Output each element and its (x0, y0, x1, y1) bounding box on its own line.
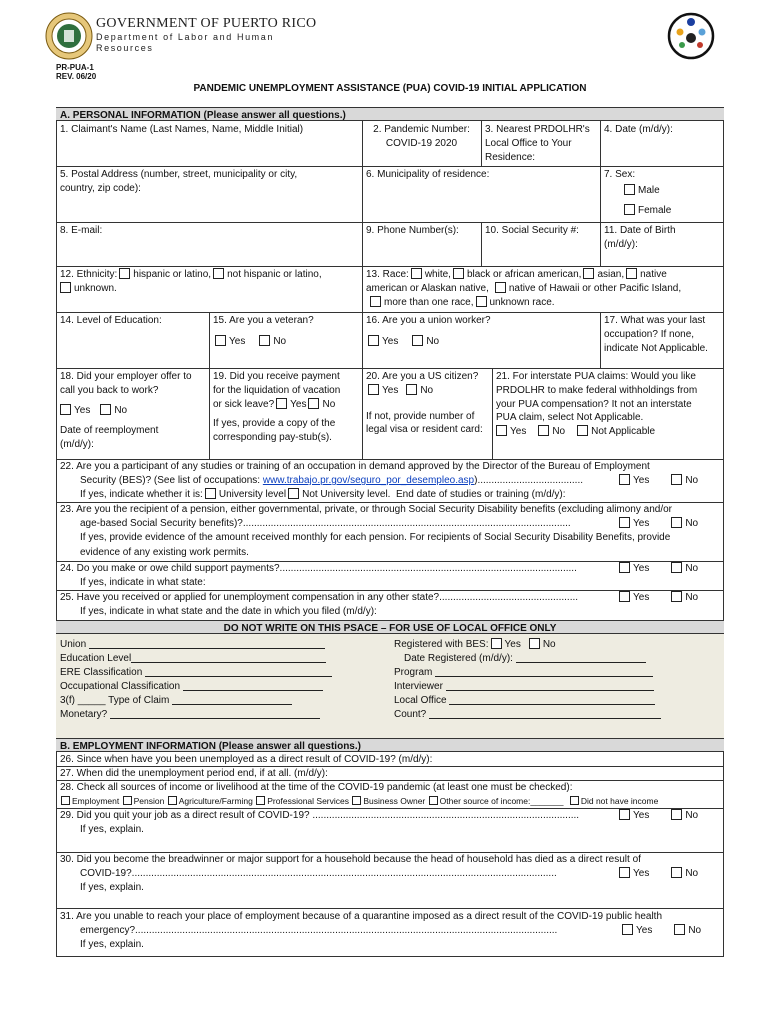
section-a-header: A. PERSONAL INFORMATION (Please answer all questions.) (56, 107, 724, 121)
phone-field[interactable] (362, 222, 481, 240)
nearest-office-label-3: Residence: (485, 151, 536, 163)
q25-no-checkbox[interactable] (671, 591, 682, 602)
callback-no-label: No (114, 404, 128, 416)
source-employment-label: Employment (72, 796, 120, 807)
not-hispanic-checkbox[interactable] (213, 268, 224, 279)
female-label: Female (638, 204, 672, 216)
vacation-payment-field (209, 368, 362, 447)
q23-yes-checkbox[interactable] (619, 517, 630, 528)
hispanic-label: hispanic or latino, (133, 269, 212, 280)
sex-label: 7. Sex: (604, 169, 636, 180)
race-label: 13. Race: (366, 269, 409, 280)
native-checkbox[interactable] (626, 268, 637, 279)
interstate-label-2: PRDOLHR to make federal withholdings from (496, 384, 698, 396)
q31-text-1: 31. Are you unable to reach your place of employment because of a quarantine imposed as a direct result of the COVID-19 public health (60, 911, 663, 922)
agency-logo-icon (666, 12, 716, 60)
municipality-label: 6. Municipality of residence: (366, 169, 490, 180)
not-hispanic-label: not hispanic or latino, (227, 269, 322, 280)
occupation-label-1: 17. What was your last (604, 315, 706, 326)
seal-icon (45, 12, 93, 60)
q25-yes-checkbox[interactable] (619, 591, 630, 602)
q23-text-4: evidence of any existing work permits. (80, 546, 249, 558)
vacation-yes-label: Yes (290, 398, 307, 410)
university-label: University level (218, 489, 287, 501)
female-checkbox[interactable] (624, 204, 635, 215)
occupation-label-2: occupation? If none, (604, 328, 695, 340)
occupation-label-3: indicate Not Applicable. (604, 342, 708, 354)
source-business-checkbox[interactable] (352, 796, 361, 805)
q22-end-date-label: End date of studies or training (m/d/y): (396, 489, 566, 501)
callback-label-2: call you back to work? (60, 384, 159, 396)
interstate-na-checkbox[interactable] (577, 425, 588, 436)
q23-no-label: No (685, 518, 699, 529)
office-local-office-label: Local Office (394, 695, 447, 706)
callback-no-checkbox[interactable] (100, 404, 111, 415)
citizen-no-label: No (420, 384, 434, 396)
q29-yes-label: Yes (633, 810, 650, 821)
pandemic-number-field (362, 121, 481, 153)
nearest-office-label-1: 3. Nearest PRDOLHR's (485, 124, 590, 135)
email-label: 8. E-mail: (60, 225, 103, 236)
municipality-field[interactable] (362, 166, 600, 184)
claimant-name-field[interactable] (56, 121, 362, 139)
vacation-no-checkbox[interactable] (308, 398, 319, 409)
q23-text-1: 23. Are you the recipient of a pension, either governmental, private, or through Social Security Disability benefits (excluding alimony and/or (60, 504, 673, 515)
visa-label-1: If not, provide number of (366, 410, 475, 422)
q29-no-checkbox[interactable] (671, 809, 682, 820)
alaskan-label: american or Alaskan native, (366, 282, 489, 294)
q22-text-3: If yes, indicate whether it is: (80, 489, 203, 501)
not-university-checkbox[interactable] (288, 488, 299, 499)
q23-no-checkbox[interactable] (671, 517, 682, 528)
q23-text-2: age-based Social Security benefits)?...................................................................................................................... (80, 518, 571, 530)
interstate-label-1: 21. For interstate PUA claims: Would you like (496, 371, 696, 382)
question-28 (56, 781, 724, 807)
claimant-name-label: 1. Claimant's Name (Last Names, Name, Middle Initial) (60, 124, 304, 135)
asian-label: asian, (597, 269, 625, 280)
source-other-checkbox[interactable] (429, 796, 438, 805)
question-23 (56, 503, 724, 560)
date-field[interactable] (600, 121, 724, 139)
q24-text-2: If yes, indicate in what state: (80, 577, 206, 589)
ethnicity-unknown-label: unknown. (74, 282, 117, 294)
q30-yes-label: Yes (633, 868, 650, 879)
office-count-label: Count? (394, 709, 427, 720)
office-interviewer-label: Interviewer (394, 681, 443, 692)
q31-no-checkbox[interactable] (674, 924, 685, 935)
registered-no-label: No (542, 639, 556, 650)
paystub-label-1: If yes, provide a copy of the (213, 418, 336, 430)
interstate-field (492, 368, 724, 441)
registered-no-checkbox[interactable] (529, 638, 540, 649)
q22-text-2: Security (BES)? (See list of occupations: (80, 475, 263, 487)
office-program-label: Program (394, 667, 433, 678)
agency-logo (666, 12, 716, 60)
q24-text-1: 24. Do you make or owe child support payments?........................................................................................................... (60, 563, 577, 574)
q25-yes-label: Yes (633, 592, 650, 603)
veteran-no-checkbox[interactable] (259, 335, 270, 346)
dob-label-1: 11. Date of Birth (604, 225, 676, 236)
interstate-no-checkbox[interactable] (538, 425, 549, 436)
date-label: 4. Date (m/d/y): (604, 124, 673, 135)
office-right-column (394, 638, 661, 722)
citizen-yes-label: Yes (382, 384, 399, 396)
vacation-no-label: No (322, 398, 336, 410)
occupation-field[interactable] (600, 312, 724, 357)
department-line-1: Department of Labor and Human (96, 32, 274, 42)
q22-yes-checkbox[interactable] (619, 474, 630, 485)
source-employment-checkbox[interactable] (61, 796, 70, 805)
no-income-checkbox[interactable] (570, 796, 579, 805)
source-professional-checkbox[interactable] (256, 796, 265, 805)
more-race-label: more than one race, (384, 296, 474, 308)
q22-dots: )...................................... (474, 475, 584, 487)
callback-yes-checkbox[interactable] (60, 404, 71, 415)
department-line-2: Resources (96, 43, 154, 53)
ethnicity-field (56, 266, 362, 298)
form-revision: REV. 06/20 (56, 72, 97, 81)
office-use-header: DO NOT WRITE ON THIS PSACE – FOR USE OF LOCAL OFFICE ONLY (56, 620, 724, 634)
registered-yes-label: Yes (504, 639, 521, 650)
ethnicity-unknown-checkbox[interactable] (60, 282, 71, 293)
q27-text: 27. When did the unemployment period end, if at all. (m/d/y): (60, 768, 328, 779)
reemployment-date-format: (m/d/y): (60, 439, 94, 451)
interstate-na-label: Not Applicable (591, 426, 656, 438)
office-date-registered-label: Date Registered (m/d/y): (404, 653, 513, 664)
university-checkbox[interactable] (205, 488, 216, 499)
white-checkbox[interactable] (411, 268, 422, 279)
citizen-no-checkbox[interactable] (406, 384, 417, 395)
race-field (362, 266, 724, 311)
black-checkbox[interactable] (453, 268, 464, 279)
source-agriculture-checkbox[interactable] (168, 796, 177, 805)
office-education-label: Education Level (60, 653, 132, 664)
q24-no-label: No (685, 563, 699, 574)
q30-text-2: COVID-19?......................................................................................................................................................... (80, 868, 557, 880)
interstate-label-3: your PUA compensation? It not an interstate (496, 398, 692, 410)
source-other-label: Other source of income:_______ (439, 796, 564, 807)
dob-label-2: (m/d/y): (604, 238, 638, 250)
citizen-label: 20. Are you a US citizen? (366, 371, 479, 382)
q29-text: 29. Did you quit your job as a direct result of COVID-19? ................................................................................................ (60, 810, 580, 821)
vacation-label-2: for the liquidation of vacation (213, 384, 341, 396)
q25-text-1: 25. Have you received or applied for unemployment compensation in any other state?.................................................. (60, 592, 579, 603)
male-label: Male (638, 184, 660, 196)
q23-text-3: If yes, provide evidence of the amount received monthly for each pension. For recipients of Social Security Disability Benefits, provide (80, 532, 671, 544)
email-field[interactable] (56, 222, 362, 240)
section-b-header: B. EMPLOYMENT INFORMATION (Please answer all questions.) (56, 738, 724, 752)
veteran-no-label: No (273, 335, 287, 347)
citizen-yes-checkbox[interactable] (368, 384, 379, 395)
hawaii-label: native of Hawaii or other Pacific Island, (508, 282, 682, 294)
occupations-link[interactable]: www.trabajo.pr.gov/seguro_por_desempleo.asp (262, 475, 475, 487)
union-label: 16. Are you a union worker? (366, 315, 491, 326)
source-pension-checkbox[interactable] (123, 796, 132, 805)
unknown-race-checkbox[interactable] (476, 296, 487, 307)
paystub-label-2: corresponding pay-stub(s). (213, 432, 332, 444)
q31-yes-label: Yes (636, 925, 653, 936)
callback-field (56, 368, 209, 454)
ssn-label: 10. Social Security #: (485, 225, 579, 236)
native-label: native (640, 269, 667, 280)
interstate-no-label: No (552, 426, 566, 438)
q29-yes-checkbox[interactable] (619, 809, 630, 820)
black-label: black or african american, (466, 269, 582, 280)
postal-address-label-2: country, zip code): (60, 182, 141, 194)
phone-label: 9. Phone Number(s): (366, 225, 459, 236)
citizen-field (362, 368, 492, 439)
pandemic-number-label: 2. Pandemic Number: (373, 124, 470, 135)
union-yes-label: Yes (382, 335, 399, 347)
q28-text: 28. Check all sources of income or livelihood at the time of the COVID-19 pandemic (at least one must be checked): (60, 782, 573, 793)
q30-no-label: No (685, 868, 699, 879)
office-union-label: Union (60, 639, 87, 650)
q22-no-checkbox[interactable] (671, 474, 682, 485)
q24-yes-label: Yes (633, 563, 650, 574)
q30-text-1: 30. Did you become the breadwinner or major support for a household because the head of household has died as a direct result of (60, 854, 641, 865)
q23-yes-label: Yes (633, 518, 650, 529)
union-no-checkbox[interactable] (412, 335, 423, 346)
q22-text-1: 22. Are you a participant of any studies or training of an occupation in demand approved by the Director of the Bureau of Employment (60, 461, 650, 472)
vacation-label-3: or sick leave? (213, 398, 275, 410)
office-occupational-label: Occupational Classification (60, 681, 181, 692)
nearest-office-field[interactable] (481, 121, 600, 166)
interstate-yes-label: Yes (510, 426, 527, 438)
more-race-checkbox[interactable] (370, 296, 381, 307)
union-no-label: No (426, 335, 440, 347)
q30-no-checkbox[interactable] (671, 867, 682, 878)
education-label: 14. Level of Education: (60, 315, 162, 326)
interstate-label-4: PUA claim, select Not Applicable. (496, 412, 644, 424)
q30-yes-checkbox[interactable] (619, 867, 630, 878)
postal-address-field[interactable] (56, 166, 362, 198)
source-pension-label: Pension (133, 796, 165, 807)
nearest-office-label-2: Local Office to Your (485, 137, 572, 149)
office-registered-label: Registered with BES: (394, 639, 489, 650)
q31-explain: If yes, explain. (80, 939, 144, 951)
white-label: white, (424, 269, 451, 280)
veteran-label: 15. Are you a veteran? (213, 315, 314, 326)
page-title: PANDEMIC UNEMPLOYMENT ASSISTANCE (PUA) COVID-19 INITIAL APPLICATION (193, 83, 587, 94)
union-yes-checkbox[interactable] (368, 335, 379, 346)
office-3f-label: 3(f) _____ Type of Claim (60, 695, 170, 706)
veteran-yes-label: Yes (229, 335, 246, 347)
ssn-field[interactable] (481, 222, 600, 240)
office-left-column (60, 638, 332, 722)
q26-text: 26. Since when have you been unemployed as a direct result of COVID-19? (m/d/y): (60, 754, 433, 765)
callback-yes-label: Yes (74, 404, 91, 416)
unknown-race-label: unknown race. (489, 296, 555, 308)
q25-no-label: No (685, 592, 699, 603)
q22-no-label: No (685, 475, 699, 486)
ethnicity-label: 12. Ethnicity: (60, 269, 118, 280)
reemployment-date-label: Date of reemployment (60, 425, 159, 437)
q24-no-checkbox[interactable] (671, 562, 682, 573)
office-ere-label: ERE Classification (60, 667, 143, 678)
registered-yes-checkbox[interactable] (491, 638, 502, 649)
veteran-field (209, 312, 362, 351)
male-checkbox[interactable] (624, 184, 635, 195)
asian-checkbox[interactable] (583, 268, 594, 279)
q22-yes-label: Yes (633, 475, 650, 486)
vacation-label-1: 19. Did you receive payment (213, 371, 340, 382)
q24-yes-checkbox[interactable] (619, 562, 630, 573)
q31-yes-checkbox[interactable] (622, 924, 633, 935)
government-title: GOVERNMENT OF PUERTO RICO (96, 16, 317, 31)
not-university-label: Not University level. (302, 489, 391, 501)
government-seal (45, 12, 93, 60)
vacation-yes-checkbox[interactable] (276, 398, 287, 409)
q31-no-label: No (688, 925, 702, 936)
callback-label-1: 18. Did your employer offer to (60, 371, 192, 382)
q29-no-label: No (685, 810, 699, 821)
q29-explain: If yes, explain. (80, 824, 144, 836)
education-field[interactable] (56, 312, 209, 330)
form-code: PR-PUA-1 (56, 63, 94, 72)
hawaii-checkbox[interactable] (495, 282, 506, 293)
office-monetary-label: Monetary? (60, 709, 108, 720)
dob-field[interactable] (600, 222, 724, 254)
q31-text-2: emergency?........................................................................................................................................................ (80, 925, 558, 937)
q30-explain: If yes, explain. (80, 882, 144, 894)
hispanic-checkbox[interactable] (119, 268, 130, 279)
postal-address-label-1: 5. Postal Address (number, street, municipality or city, (60, 169, 298, 180)
interstate-yes-checkbox[interactable] (496, 425, 507, 436)
source-professional-label: Professional Services (267, 796, 349, 807)
no-income-label: Did not have income (580, 796, 659, 807)
source-business-label: Business Owner (363, 796, 426, 807)
sex-field (600, 166, 724, 219)
veteran-yes-checkbox[interactable] (215, 335, 226, 346)
visa-label-2: legal visa or resident card: (366, 424, 483, 436)
q25-text-2: If yes, indicate in what state and the date in which you filed (m/d/y): (80, 606, 377, 618)
union-field (362, 312, 600, 351)
source-agriculture-label: Agriculture/Farming (178, 796, 253, 807)
pandemic-number-value: COVID-19 2020 (385, 137, 458, 149)
